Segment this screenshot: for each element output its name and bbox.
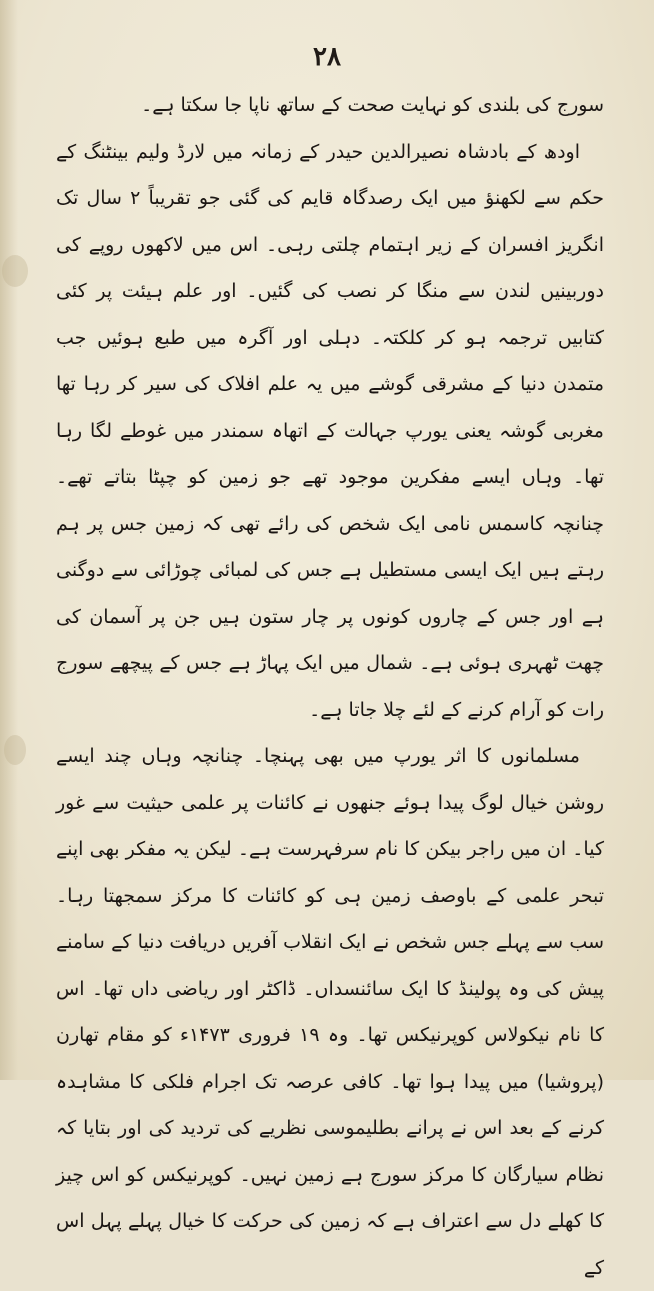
- paragraph-2: اودھ کے بادشاہ نصیرالدین حیدر کے زمانہ میں لارڈ ولیم بینٹنگ کے حکم سے لکھنؤ میں ایک رصدگاہ قایم کی گئی جو تقریباً ۲ سال تک انگریز افسران کے زیر اہتمام چلتی رہی۔ اس میں لاکھوں روپے کی دوربینیں لندن سے منگا کر نصب کی گئیں۔ اور علم ہیئت پر کئی کتابیں ترجمہ ہو کر کلکتہ۔ دہلی اور آگرہ میں طبع ہوئیں جب متمدن دنیا کے مشرقی گوشے میں یہ علم افلاک کی سیر کر رہا تھا مغربی گوشہ یعنی یورپ جہالت کے اتھاہ سمندر میں غوطے لگا رہا تھا۔ وہاں ایسے مفکرین موجود تھے جو زمین کو چپٹا بتاتے تھے۔ چنانچہ کاسمس نامی ایک شخص کی رائے تھی کہ زمین جس پر ہم رہتے ہیں ایک ایسی مستطیل ہے جس کی لمبائی چوڑائی سے دوگنی ہے اور جس کے چاروں کونوں پر چار ستون ہیں جن پر آسمان کی چھت ٹھہری ہوئی ہے۔ شمال میں ایک پہاڑ ہے جس کے پیچھے سورج رات کو آرام کرنے کے لئے چلا جاتا ہے۔: [56, 140, 604, 721]
- page-body: [56, 82, 604, 1291]
- paper-stain: [2, 255, 28, 287]
- paragraph-3: مسلمانوں کا اثر یورپ میں بھی پہنچا۔ چنانچہ وہاں چند ایسے روشن خیال لوگ پیدا ہوئے جنھوں نے کائنات پر علمی حیثیت سے غور کیا۔ ان میں راجر بیکن کا نام سرفہرست ہے۔ لیکن یہ مفکر بھی اپنے تبحر علمی کے باوصف زمین ہی کو کائنات کا مرکز سمجھتا رہا۔ سب سے پہلے جس شخص نے ایک انقلاب آفریں دریافت دنیا کے سامنے پیش کی وہ پولینڈ کا ایک سائنسداں۔ ڈاکٹر اور ریاضی داں تھا۔ اس کا نام نیکولاس کوپرنیکس تھا۔ وہ ۱۹ فروری ۱۴۷۳ء کو مقام تھارن (پروشیا) میں پیدا ہوا تھا۔ کافی عرصہ تک اجرام فلکی کا مشاہدہ کرنے کے بعد اس نے پرانے بطلیموسی نظریے کی تردید کی اور بتایا کہ نظام سیارگان کا مرکز سورج ہے زمین نہیں۔ کوپرنیکس کو اس چیز کا کھلے دل سے اعتراف ہے کہ زمین کی حرکت کا خیال پہلے پہل اس کے: [56, 745, 605, 1279]
- page-number: ۲۸: [313, 42, 341, 72]
- page-edge-shadow: [0, 0, 18, 1080]
- paper-stain: [4, 735, 26, 765]
- paragraph-1: سورج کی بلندی کو نہایت صحت کے ساتھ ناپا جا سکتا ہے۔: [141, 94, 604, 116]
